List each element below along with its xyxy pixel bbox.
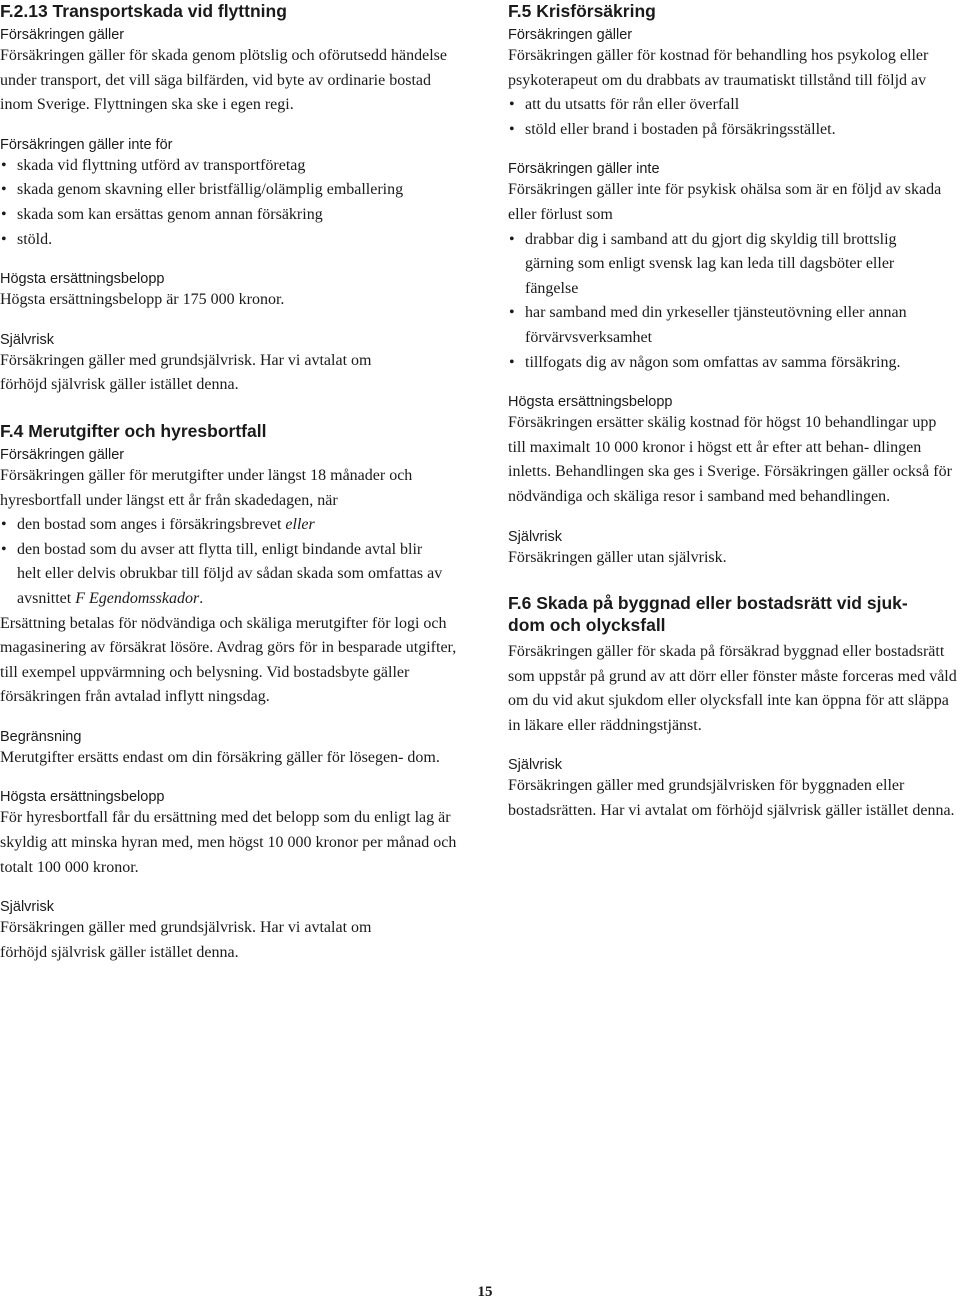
subheading-exclusions: Försäkringen gäller inte: [508, 161, 660, 178]
subheading-exclusions: Försäkringen gäller inte för: [0, 136, 173, 153]
list-item: • tillfogats dig av någon som omfattas av samma försäkring.: [509, 353, 901, 371]
coverage-text: Försäkringen gäller för kostnad för behandling hos psykolog eller psykoterapeut om du drabbats av traumatiskt tillstånd till följd av: [508, 47, 929, 89]
subheading-max-amount: Högsta ersättningsbelopp: [508, 394, 673, 411]
list-item: • skada genom skavning eller bristfällig/olämplig emballering: [1, 181, 404, 199]
section-title-f6: F.6 Skada på byggnad eller bostadsrätt vid sjuk- dom och olycksfall: [508, 593, 908, 636]
list-item: • har samband med din yrkeseller tjänsteutövning eller annan förvärvsverksamhet: [509, 304, 907, 346]
section-title-f213: F.2.13 Transportskada vid flyttning: [0, 1, 287, 21]
list-item: • drabbar dig i samband att du gjort dig skyldig till brottslig gärning som enligt svensk lag kan leda till dagsböter eller fängelse: [509, 230, 897, 297]
subheading-coverage: Försäkringen gäller: [0, 27, 125, 43]
list-item: • stöld eller brand i bostaden på försäkringsstället.: [509, 120, 836, 138]
subheading-coverage: Försäkringen gäller: [508, 27, 633, 43]
max-amount-text: För hyresbortfall får du ersättning med det belopp som du enligt lag är skyldig att minska hyran med, men högst 10 000 kronor per månad och totalt 100 000 kronor.: [0, 809, 457, 876]
list-item: • stöld.: [1, 230, 53, 248]
coverage-text: Försäkringen gäller för skada genom plötslig och oförutsedd händelse under transport, det vill säga bilfärden, vid byte av ordinarie bostad inom Sverige. Flyttningen ska ske i egen regi.: [0, 47, 447, 114]
subheading-max-amount: Högsta ersättningsbelopp: [0, 789, 165, 806]
page-number: 15: [477, 1284, 493, 1300]
list-item: • skada vid flyttning utförd av transportföretag: [1, 156, 306, 174]
list-item: • att du utsatts för rån eller överfall: [509, 96, 740, 114]
list-item: • den bostad som du avser att flytta till, enligt bindande avtal blir helt eller delvis obrukbar till följd av sådan skada som omfattas av avsnittet F Egendomsskador.: [1, 540, 443, 607]
list-item: • den bostad som anges i försäkringsbrevet eller: [1, 516, 315, 534]
subheading-deductible: Självrisk: [0, 899, 54, 916]
max-amount-text: Försäkringen ersätter skälig kostnad för högst 10 behandlingar upp till maximalt 10 000 kronor i högst ett år efter att behan- dlingen inletts. Behandlingen ska ges i Sverige. Försäkringen gäller också för nödvändiga och skäliga resor i samband med behandlingen.: [508, 414, 952, 505]
list-item: • skada som kan ersättas genom annan försäkring: [1, 205, 323, 223]
deductible-text: Försäkringen gäller med grundsjälvrisk. Har vi avtalat om förhöjd självrisk gäller istället denna.: [0, 351, 372, 394]
subheading-max-amount: Högsta ersättningsbelopp: [0, 271, 165, 288]
coverage-text: Försäkringen gäller för merutgifter under längst 18 månader och hyresbortfall under längst ett år från skadedagen, när: [0, 466, 413, 509]
right-column: [508, 0, 960, 824]
subheading-limitation: Begränsning: [0, 728, 82, 745]
subheading-coverage: Försäkringen gäller: [0, 446, 125, 463]
limitation-text: Merutgifter ersätts endast om din försäkring gäller för lösegen- dom.: [0, 748, 440, 766]
subheading-deductible: Självrisk: [508, 528, 562, 545]
deductible-text: Försäkringen gäller med grundsjälvrisk. Har vi avtalat om förhöjd självrisk gäller istället denna.: [0, 919, 372, 961]
deductible-text: Försäkringen gäller utan självrisk.: [508, 548, 727, 566]
section-title-f5: F.5 Krisförsäkring: [508, 1, 656, 21]
deductible-text: Försäkringen gäller med grundsjälvrisken för byggnaden eller bostadsrätten. Har vi avtalat om förhöjd självrisk gäller istället denna.: [508, 777, 955, 820]
coverage-list: [508, 93, 960, 142]
exclusion-list: [508, 228, 960, 376]
left-column: [0, 0, 478, 965]
subheading-deductible: Självrisk: [0, 331, 54, 348]
condition-list: [0, 513, 478, 611]
section-title-f4: F.4 Merutgifter och hyresbortfall: [0, 420, 267, 441]
compensation-text: Ersättning betalas för nödvändiga och skäliga merutgifter för logi och magasinering av försäkrat lösöre. Avdrag görs för in besparade utgifter, till exempel uppvärmning och belysning. Vid bostadsbyte gäller försäkringen från avtalad inflytt ningsdag.: [0, 614, 457, 706]
max-amount-text: Högsta ersättningsbelopp är 175 000 kronor.: [0, 291, 285, 309]
subheading-deductible: Självrisk: [508, 757, 562, 774]
exclusion-list: [0, 154, 478, 252]
section-text: Försäkringen gäller för skada på försäkrad byggnad eller bostadsrätt som uppstår på grund av att dörr eller fönster måste forceras med våld om du vid akut sjukdom eller olycksfall inte kan öppna för att släppa in läkare eller räddningstjänst.: [508, 643, 957, 734]
exclusion-text: Försäkringen gäller inte för psykisk ohälsa som är en följd av skada eller förlust som: [508, 181, 942, 223]
